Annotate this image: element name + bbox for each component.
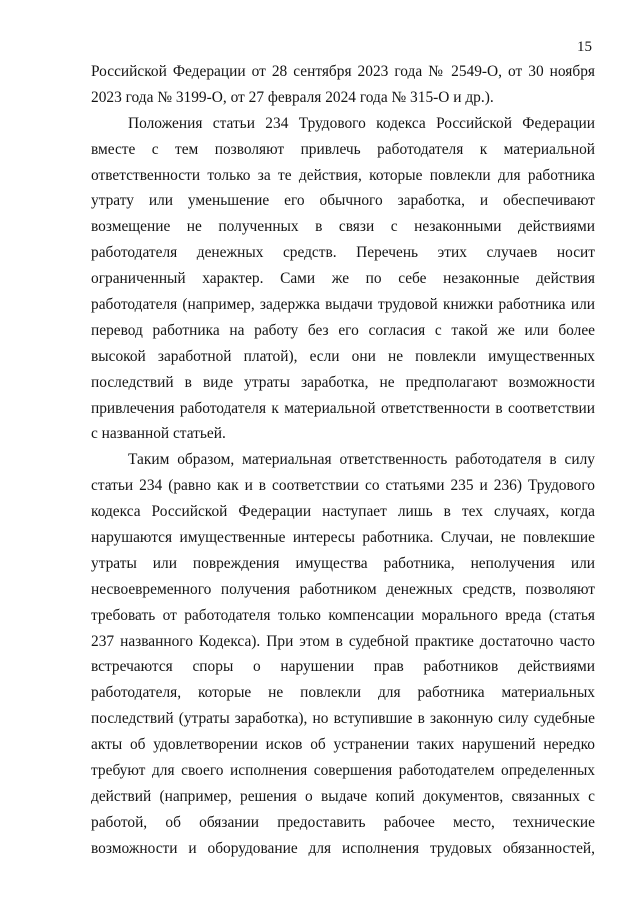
- text-line: ограниченный характер. Сами же по себе незаконные действия: [91, 270, 595, 288]
- text-line: Таким образом, материальная ответственность работодателя в силу: [128, 451, 595, 469]
- text-line: перевод работника на работу без его согласия с такой же или более: [91, 321, 595, 339]
- text-line: работодателя, которые не повлекли для работника материальных: [91, 684, 595, 702]
- text-line: работодателя денежных средств. Перечень этих случаев носит: [91, 244, 595, 262]
- paragraph-3: [91, 447, 595, 861]
- text-line: нарушаются имущественные интересы работника. Случаи, не повлекшие: [91, 529, 595, 547]
- text-line: работой, об обязании предоставить рабочее место, технические: [91, 813, 595, 831]
- text-line: ответственности только за те действия, которые повлекли для работника: [91, 166, 595, 184]
- text-line: требовать от работодателя только компенсации морального вреда (статья: [91, 606, 595, 624]
- text-line: утрату или уменьшение его обычного заработка, и обеспечивают: [91, 192, 595, 210]
- text-line: статьи 234 (равно как и в соответствии со статьями 235 и 236) Трудового: [91, 477, 595, 495]
- text-line: 2023 года № 3199-О, от 27 февраля 2024 года № 315-О и др.).: [91, 88, 494, 106]
- body-text: [91, 59, 595, 862]
- page-number: 15: [577, 39, 592, 55]
- text-line: высокой заработной платой), если они не повлекли имущественных: [91, 347, 595, 365]
- paragraph-1: [91, 59, 595, 111]
- text-line: возможности и оборудование для исполнения трудовых обязанностей,: [91, 839, 595, 857]
- text-line: кодекса Российской Федерации наступает лишь в тех случаях, когда: [91, 503, 595, 521]
- paragraph-2: [91, 111, 595, 448]
- text-line: Российской Федерации от 28 сентября 2023 года № 2549-О, от 30 ноября: [91, 63, 595, 80]
- text-line: последствий (утраты заработка), но вступившие в законную силу судебные: [91, 710, 595, 728]
- text-line: последствий в виде утраты заработка, не предполагают возможности: [91, 373, 595, 391]
- text-line: 237 названного Кодекса). При этом в судебной практике достаточно часто: [91, 632, 595, 650]
- text-line: действий (например, решения о выдаче копий документов, связанных с: [91, 787, 595, 805]
- text-line: с названной статьей.: [91, 425, 226, 443]
- text-line: Положения статьи 234 Трудового кодекса Российской Федерации: [128, 114, 595, 132]
- text-line: привлечения работодателя к материальной ответственности в соответствии: [91, 399, 595, 417]
- text-line: несвоевременного получения работником денежных средств, позволяют: [91, 580, 595, 598]
- text-line: акты об удовлетворении исков об устранении таких нарушений нередко: [91, 736, 595, 754]
- text-line: встречаются споры о нарушении прав работников действиями: [91, 658, 595, 676]
- text-line: утраты или повреждения имущества работника, неполучения или: [91, 554, 595, 572]
- text-line: вместе с тем позволяют привлечь работодателя к материальной: [91, 140, 595, 158]
- text-line: работодателя (например, задержка выдачи трудовой книжки работника или: [91, 296, 595, 314]
- text-line: требуют для своего исполнения совершения работодателем определенных: [91, 762, 595, 780]
- text-line: возмещение не полученных в связи с незаконными действиями: [91, 218, 595, 236]
